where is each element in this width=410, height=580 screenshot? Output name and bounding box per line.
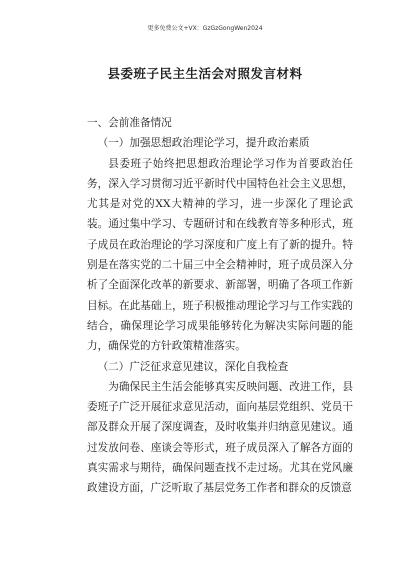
section-heading: 一、会前准备情况 xyxy=(87,117,172,129)
document-title: 县委班子民主生活会对照发言材料 xyxy=(107,66,303,81)
header-note: 更多免费公文+VX：GzGzGongWen2024 xyxy=(147,25,263,32)
paragraph: 县委班子始终把思想政治理论学习作为首要政治任务，深入学习贯彻习近平新时代中国特色社会主义思想，尤其是对党的XX大精神的学习，进一步深化了理论武装。通过集中学习、专题研讨和在线教育等多种形式，班子成员在政治理论的学习深度和广度上有了新的提升。特别是在落实党的二十届三中全会精神时，班子成员深入分析了全面深化改革的新要求、新部署，明确了各项工作新目标。在此基础上，班子积极推动理论学习与工作实践的结合，确保理论学习成果能够转化为解决实际问题的能力，确保党的方针政策精准落实。 xyxy=(87,157,353,353)
paragraph: 为确保民主生活会能够真实反映问题、改进工作，县委班子广泛开展征求意见活动，面向基层党组织、党员干部及群众开展了深度调查，及时收集并归纳意见建议。通过发放问卷、座谈会等形式，班子成员深入了解各方面的真实需求与期待，确保问题查找不走过场。尤其在党风廉政建设方面，广泛听取了基层党务工作者和群众的反馈意 xyxy=(87,380,353,495)
subsection-heading: （一）加强思想政治理论学习，提升政治素质 xyxy=(97,137,310,150)
subsection-heading: （二）广泛征求意见建议，深化自我检查 xyxy=(97,360,289,373)
document-body xyxy=(87,113,353,499)
